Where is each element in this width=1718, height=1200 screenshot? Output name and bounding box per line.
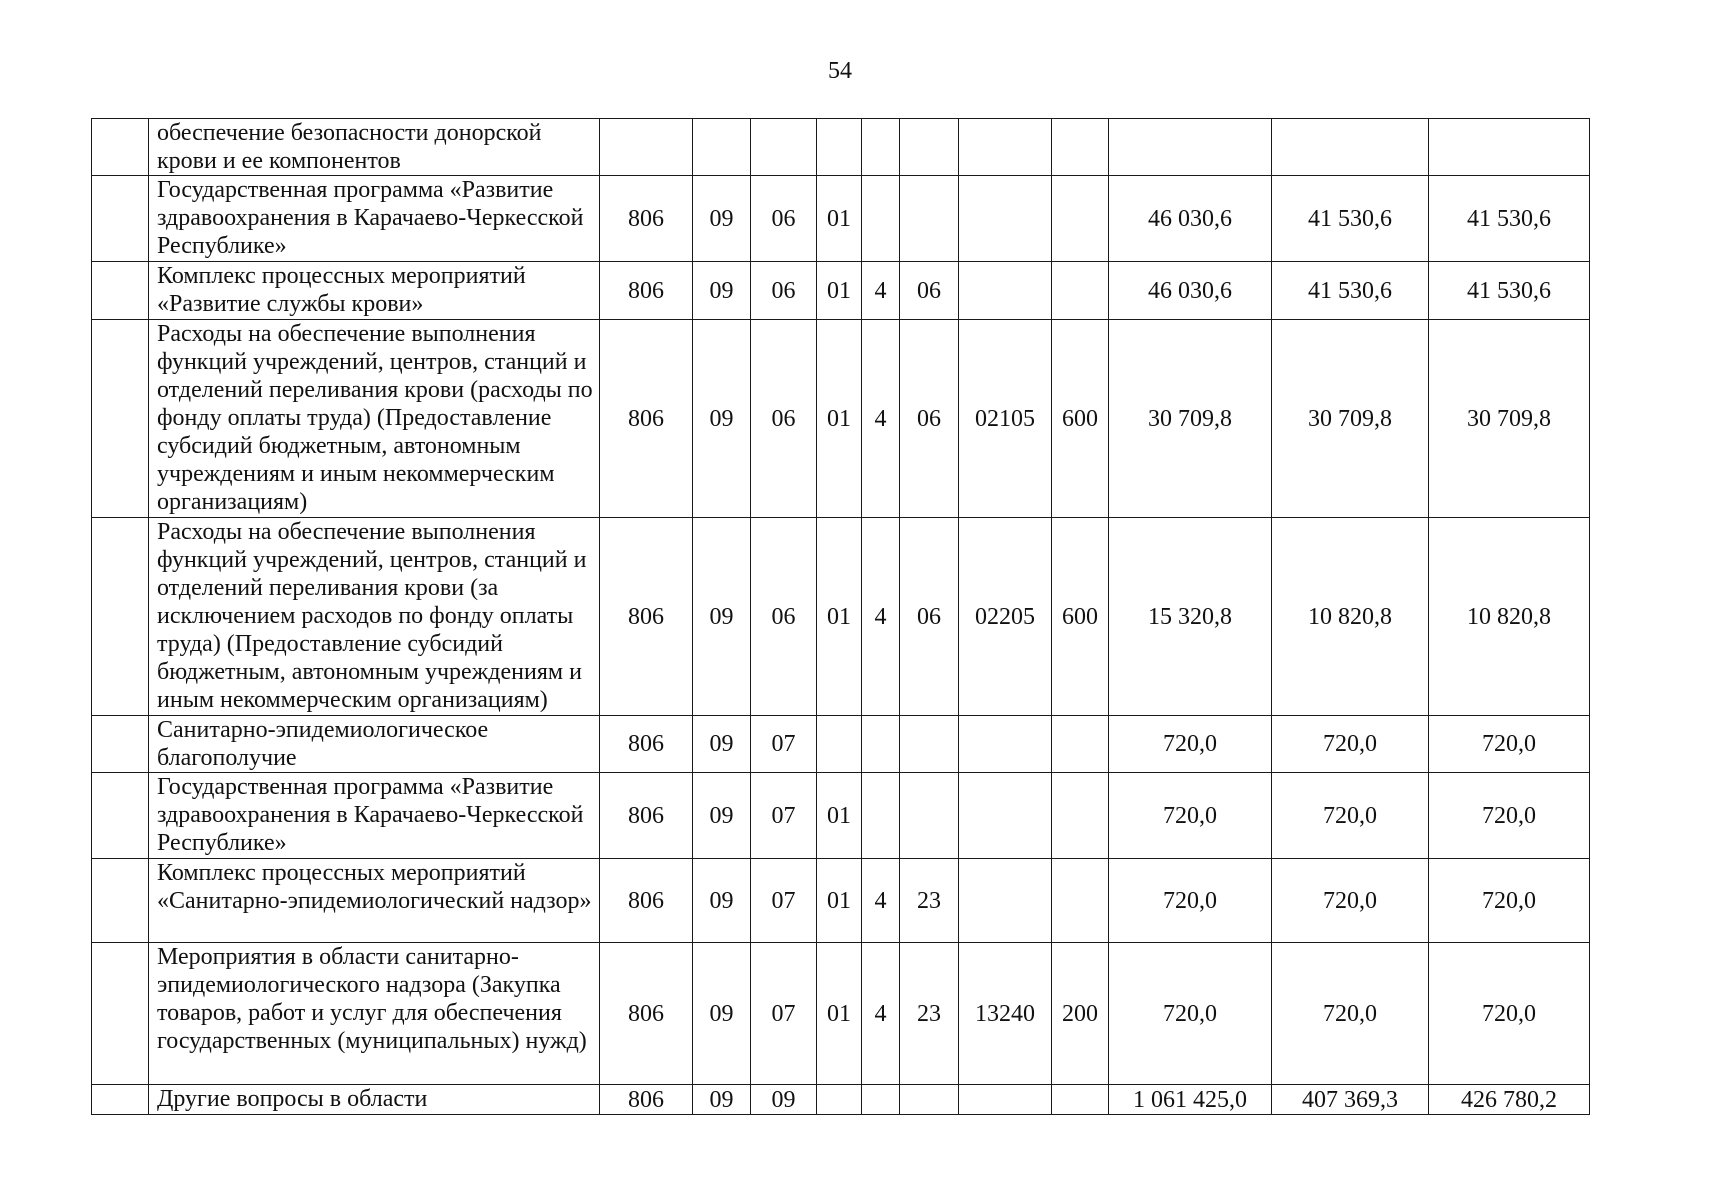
year1-amount-cell (1109, 119, 1272, 176)
program-code-cell (817, 716, 862, 773)
row-name-cell: Санитарно-эпидемиологическое благополучие (149, 716, 600, 773)
section-code-cell: 09 (693, 518, 751, 716)
row-name-cell: обеспечение безопасности донорской крови и ее компонентов (149, 119, 600, 176)
year1-amount-cell: 1 061 425,0 (1109, 1085, 1272, 1115)
row-name-cell: Другие вопросы в области (149, 1085, 600, 1115)
section-code-cell (693, 119, 751, 176)
program-type-cell (862, 773, 900, 859)
table-row (92, 320, 1590, 518)
subsection-code-cell: 07 (751, 716, 817, 773)
program-type-cell (862, 1085, 900, 1115)
direction-code-cell (959, 119, 1052, 176)
year1-amount-cell: 720,0 (1109, 716, 1272, 773)
year1-amount-cell: 46 030,6 (1109, 176, 1272, 262)
subprogram-code-cell (900, 773, 959, 859)
program-code-cell: 01 (817, 176, 862, 262)
table-row (92, 773, 1590, 859)
section-code-cell: 09 (693, 859, 751, 943)
year1-amount-cell: 720,0 (1109, 859, 1272, 943)
section-code-cell: 09 (693, 1085, 751, 1115)
subsection-code-cell: 07 (751, 943, 817, 1085)
subprogram-code-cell (900, 716, 959, 773)
year2-amount-cell: 30 709,8 (1272, 320, 1429, 518)
program-code-cell (817, 1085, 862, 1115)
ved-code-cell: 806 (600, 859, 693, 943)
subsection-code-cell: 06 (751, 262, 817, 320)
expense-type-cell (1052, 176, 1109, 262)
subprogram-code-cell: 06 (900, 320, 959, 518)
page-number: 54 (828, 58, 852, 84)
direction-code-cell (959, 859, 1052, 943)
year1-amount-cell: 720,0 (1109, 943, 1272, 1085)
row-number-cell (92, 119, 149, 176)
year2-amount-cell: 41 530,6 (1272, 176, 1429, 262)
subprogram-code-cell (900, 119, 959, 176)
table-row (92, 943, 1590, 1085)
section-code-cell: 09 (693, 943, 751, 1085)
year3-amount-cell (1429, 119, 1590, 176)
ved-code-cell (600, 119, 693, 176)
year3-amount-cell: 10 820,8 (1429, 518, 1590, 716)
year3-amount-cell: 30 709,8 (1429, 320, 1590, 518)
subsection-code-cell (751, 119, 817, 176)
direction-code-cell (959, 262, 1052, 320)
row-number-cell (92, 1085, 149, 1115)
ved-code-cell: 806 (600, 716, 693, 773)
expense-type-cell: 600 (1052, 518, 1109, 716)
year1-amount-cell: 720,0 (1109, 773, 1272, 859)
program-type-cell (862, 176, 900, 262)
year1-amount-cell: 46 030,6 (1109, 262, 1272, 320)
program-type-cell: 4 (862, 320, 900, 518)
year2-amount-cell: 720,0 (1272, 716, 1429, 773)
row-name-cell: Расходы на обеспечение выполнения функций учреждений, центров, станций и отделений переливания крови (за исключением расходов по фонду оплаты труда) (Предоставление субсидий бюджетным, автономным учреждениям и иным некоммерческим организациям) (149, 518, 600, 716)
program-type-cell (862, 716, 900, 773)
year3-amount-cell: 720,0 (1429, 773, 1590, 859)
year1-amount-cell: 15 320,8 (1109, 518, 1272, 716)
direction-code-cell: 02105 (959, 320, 1052, 518)
year2-amount-cell: 10 820,8 (1272, 518, 1429, 716)
expense-type-cell (1052, 716, 1109, 773)
section-code-cell: 09 (693, 262, 751, 320)
program-code-cell: 01 (817, 859, 862, 943)
expense-type-cell (1052, 262, 1109, 320)
row-number-cell (92, 943, 149, 1085)
row-name-cell: Расходы на обеспечение выполнения функций учреждений, центров, станций и отделений переливания крови (расходы по фонду оплаты труда) (Предоставление субсидий бюджетным, автономным учреждениям и иным некоммерческим организациям) (149, 320, 600, 518)
table-row (92, 716, 1590, 773)
section-code-cell: 09 (693, 773, 751, 859)
row-number-cell (92, 773, 149, 859)
program-code-cell: 01 (817, 320, 862, 518)
expense-type-cell: 600 (1052, 320, 1109, 518)
direction-code-cell (959, 716, 1052, 773)
table-row (92, 518, 1590, 716)
budget-table (91, 118, 1590, 1115)
year3-amount-cell: 720,0 (1429, 943, 1590, 1085)
row-name-cell: Комплекс процессных мероприятий «Санитарно-эпидемиологический надзор» (149, 859, 600, 943)
ved-code-cell: 806 (600, 943, 693, 1085)
subprogram-code-cell: 23 (900, 943, 959, 1085)
expense-type-cell: 200 (1052, 943, 1109, 1085)
subsection-code-cell: 06 (751, 176, 817, 262)
ved-code-cell: 806 (600, 1085, 693, 1115)
ved-code-cell: 806 (600, 320, 693, 518)
year3-amount-cell: 426 780,2 (1429, 1085, 1590, 1115)
year3-amount-cell: 41 530,6 (1429, 176, 1590, 262)
subprogram-code-cell: 06 (900, 518, 959, 716)
program-code-cell: 01 (817, 943, 862, 1085)
table-row (92, 119, 1590, 176)
subprogram-code-cell (900, 1085, 959, 1115)
year2-amount-cell: 720,0 (1272, 773, 1429, 859)
year1-amount-cell: 30 709,8 (1109, 320, 1272, 518)
expense-type-cell (1052, 773, 1109, 859)
row-number-cell (92, 320, 149, 518)
expense-type-cell (1052, 859, 1109, 943)
subsection-code-cell: 09 (751, 1085, 817, 1115)
program-code-cell (817, 119, 862, 176)
row-name-cell: Комплекс процессных мероприятий «Развитие службы крови» (149, 262, 600, 320)
program-type-cell: 4 (862, 262, 900, 320)
section-code-cell: 09 (693, 716, 751, 773)
program-type-cell (862, 119, 900, 176)
row-number-cell (92, 176, 149, 262)
table-body (92, 119, 1590, 1115)
subprogram-code-cell: 06 (900, 262, 959, 320)
program-type-cell: 4 (862, 518, 900, 716)
program-type-cell: 4 (862, 859, 900, 943)
year2-amount-cell (1272, 119, 1429, 176)
program-code-cell: 01 (817, 518, 862, 716)
direction-code-cell (959, 773, 1052, 859)
year3-amount-cell: 720,0 (1429, 859, 1590, 943)
table-row (92, 262, 1590, 320)
subsection-code-cell: 06 (751, 320, 817, 518)
subsection-code-cell: 06 (751, 518, 817, 716)
row-number-cell (92, 859, 149, 943)
expense-type-cell (1052, 119, 1109, 176)
direction-code-cell (959, 176, 1052, 262)
year2-amount-cell: 407 369,3 (1272, 1085, 1429, 1115)
program-code-cell: 01 (817, 262, 862, 320)
direction-code-cell (959, 1085, 1052, 1115)
ved-code-cell: 806 (600, 518, 693, 716)
row-number-cell (92, 716, 149, 773)
program-type-cell: 4 (862, 943, 900, 1085)
program-code-cell: 01 (817, 773, 862, 859)
section-code-cell: 09 (693, 320, 751, 518)
ved-code-cell: 806 (600, 262, 693, 320)
subprogram-code-cell: 23 (900, 859, 959, 943)
table-row (92, 176, 1590, 262)
ved-code-cell: 806 (600, 773, 693, 859)
section-code-cell: 09 (693, 176, 751, 262)
row-name-cell: Государственная программа «Развитие здравоохранения в Карачаево-Черкесской Республике» (149, 773, 600, 859)
row-number-cell (92, 262, 149, 320)
row-name-cell: Мероприятия в области санитарно-эпидемиологического надзора (Закупка товаров, работ и услуг для обеспечения государственных (муниципальных) нужд) (149, 943, 600, 1085)
year2-amount-cell: 720,0 (1272, 859, 1429, 943)
ved-code-cell: 806 (600, 176, 693, 262)
row-number-cell (92, 518, 149, 716)
table-row (92, 1085, 1590, 1115)
direction-code-cell: 02205 (959, 518, 1052, 716)
year2-amount-cell: 720,0 (1272, 943, 1429, 1085)
subprogram-code-cell (900, 176, 959, 262)
year2-amount-cell: 41 530,6 (1272, 262, 1429, 320)
expense-type-cell (1052, 1085, 1109, 1115)
direction-code-cell: 13240 (959, 943, 1052, 1085)
year3-amount-cell: 41 530,6 (1429, 262, 1590, 320)
subsection-code-cell: 07 (751, 859, 817, 943)
year3-amount-cell: 720,0 (1429, 716, 1590, 773)
subsection-code-cell: 07 (751, 773, 817, 859)
row-name-cell: Государственная программа «Развитие здравоохранения в Карачаево-Черкесской Республике» (149, 176, 600, 262)
table-row (92, 859, 1590, 943)
